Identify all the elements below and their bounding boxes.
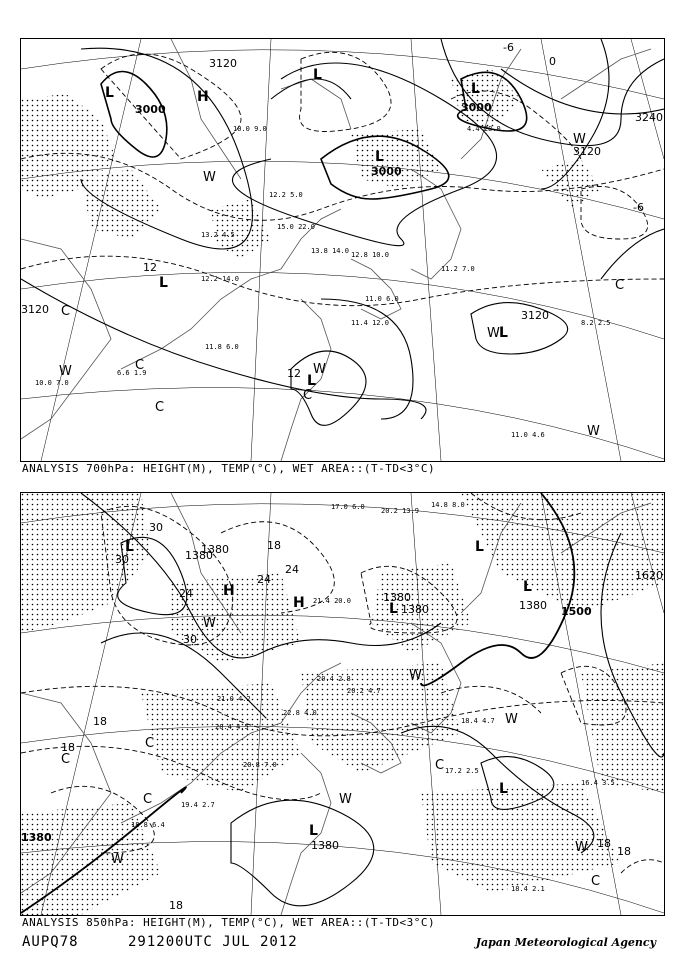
station-obs: 11.4 12.0 [351,319,389,327]
station-obs: 10.0 7.0 [35,379,69,387]
station-obs: 20.4 4.5 [215,723,249,731]
map-850hpa [21,493,664,915]
system-marker: W [203,170,216,185]
station-obs: 11.0 6.0 [365,295,399,303]
caption-850hpa: ANALYSIS 850hPa: HEIGHT(M), TEMP(°C), WET AREA::(T-TD<3°C) [22,916,436,929]
station-obs: 11.0 4.6 [511,431,545,439]
contour-label: 1620 [635,569,663,582]
system-marker: L [499,781,508,797]
station-obs: 22.8 4.0 [283,709,317,717]
system-marker: C [135,358,145,373]
contour-label: 1380 [21,831,52,844]
caption-700hpa: ANALYSIS 700hPa: HEIGHT(M), TEMP(°C), WET AREA::(T-TD<3°C) [22,462,436,475]
station-obs: 12.2 14.0 [201,275,239,283]
station-obs: 6.6 1.9 [117,369,147,377]
agency-name: Japan Meteorological Agency [475,936,656,949]
system-marker: W [573,132,586,147]
system-marker: L [309,823,318,839]
contour-label: 3000 [461,101,492,114]
contour-label: 1380 [401,603,429,616]
station-obs: 21.0 4.2 [217,695,251,703]
station-obs: 20.4 2.8 [317,675,351,683]
system-marker: C [145,736,155,751]
station-obs: 17.0 6.0 [331,503,365,511]
isotherm-label: 30 [149,521,163,534]
system-marker: L [475,539,484,555]
isotherm-label: 18 [267,539,281,552]
system-marker: H [293,595,305,611]
system-marker: W [339,792,352,807]
isotherm-label: 24 [179,587,193,600]
system-marker: W [409,668,422,683]
system-marker: W [505,712,518,727]
station-obs: 12.2 5.0 [269,191,303,199]
system-marker: H [223,583,235,599]
station-obs: 8.2 2.5 [581,319,611,327]
station-obs: 12.8 10.0 [351,251,389,259]
contour-label: 3120 [573,145,601,158]
station-obs: 13.2 4.5 [201,231,235,239]
system-marker: C [143,792,153,807]
contour-label: 1380 [383,591,411,604]
isotherm-label: -6 [633,201,644,214]
station-obs: 20.2 13.9 [381,507,419,515]
system-marker: L [307,373,316,389]
isotherm-label: 30 [183,633,197,646]
system-marker: W [587,424,600,439]
system-marker: C [591,874,601,889]
system-marker: L [523,579,532,595]
system-marker: H [197,89,209,105]
system-marker: C [61,304,71,319]
station-obs: 18.4 2.1 [511,885,545,893]
system-marker: C [615,278,625,293]
map-panel-700hpa [20,38,665,462]
isotherm-label: 30 [115,553,129,566]
station-obs: 20.8 7.0 [243,761,277,769]
system-marker: L [125,539,134,555]
isotherm-label: 18 [597,837,611,850]
system-marker: W [487,326,500,341]
contour-label: 3240 [635,111,663,124]
system-marker: W [111,852,124,867]
station-obs: 11.2 7.0 [441,265,475,273]
system-marker: L [313,67,322,83]
contour-label: 3120 [521,309,549,322]
station-obs: 15.0 22.0 [277,223,315,231]
system-marker: L [389,601,398,617]
system-marker: C [61,752,71,767]
system-marker: L [375,149,384,165]
isotherm-label: 18 [617,845,631,858]
contour-label: 1380 [201,543,229,556]
system-marker: W [203,616,216,631]
isotherm-label: 24 [257,573,271,586]
station-obs: 17.2 2.5 [445,767,479,775]
station-obs: 14.8 8.0 [431,501,465,509]
system-marker: W [575,840,588,855]
contour-label: 3000 [371,165,402,178]
system-marker: L [105,85,114,101]
system-marker: C [155,400,165,415]
contour-label: 3120 [21,303,49,316]
system-marker: C [303,388,313,403]
isotherm-label: 18 [93,715,107,728]
system-marker: W [59,364,72,379]
isotherm-label: 18 [61,741,75,754]
system-marker: L [159,275,168,291]
system-marker: L [471,81,480,97]
contour-label: 1500 [561,605,592,618]
station-obs: 18.8 6.4 [131,821,165,829]
system-marker: C [435,758,445,773]
station-obs: 13.8 14.0 [311,247,349,255]
system-marker: W [313,362,326,377]
valid-time: 291200UTC JUL 2012 [128,934,298,950]
map-panel-850hpa [20,492,665,916]
contour-label: 3000 [135,103,166,116]
map-700hpa [21,39,664,461]
height-contours [101,72,527,200]
contour-label: 1380 [311,839,339,852]
system-marker: L [499,325,508,341]
station-obs: 10.0 9.0 [233,125,267,133]
product-id: AUPQ78 [22,934,79,950]
isotherm-label: -6 [503,41,514,54]
isotherm-label: 12 [287,367,301,380]
station-obs: 19.4 2.7 [181,801,215,809]
station-obs: 21.4 20.0 [313,597,351,605]
contour-label: 1380 [519,599,547,612]
isotherm-label: 0 [549,55,556,68]
station-obs: 16.4 3.5 [581,779,615,787]
station-obs: 11.8 6.0 [205,343,239,351]
isotherm-label: 12 [143,261,157,274]
contour-label: 1380 [185,549,213,562]
isotherm-label: 18 [169,899,183,912]
station-obs: 4.4 28.0 [467,125,501,133]
isotherm-label: 24 [285,563,299,576]
station-obs: 20.2 4.7 [347,687,381,695]
contour-label: 3120 [209,57,237,70]
station-obs: 18.4 4.7 [461,717,495,725]
